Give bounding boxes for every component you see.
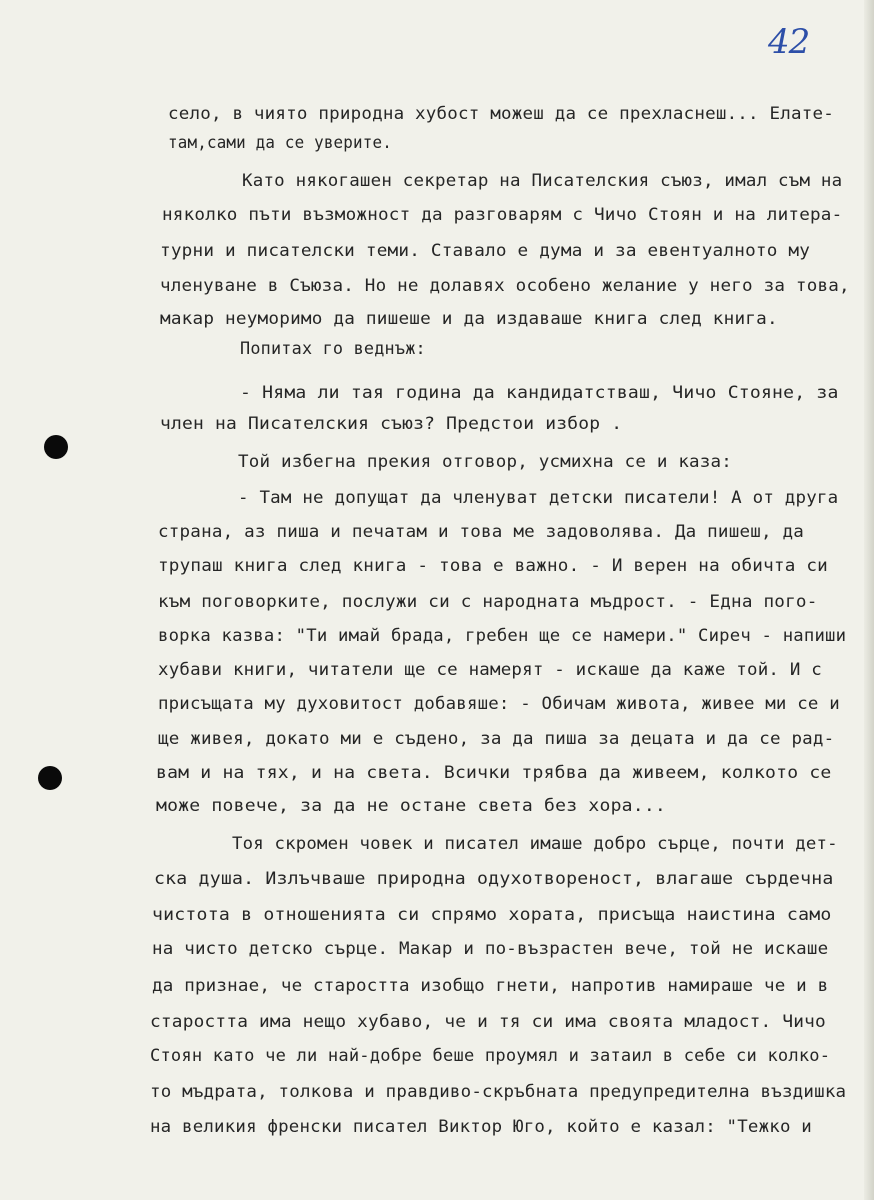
text-line: село, в чиято природна хубост можеш да се прехласнеш... Елате- bbox=[168, 104, 834, 124]
text-line: Попитах го веднъж: bbox=[240, 339, 426, 359]
binder-hole-bottom bbox=[38, 766, 62, 790]
text-line: на великия френски писател Виктор Юго, който е казал: "Тежко и bbox=[150, 1117, 812, 1137]
text-line: старостта има нещо хубаво, че и тя си има своята младост. Чичо bbox=[150, 1012, 826, 1032]
text-line: там,сами да се уверите. bbox=[168, 133, 393, 153]
text-line: може повече, за да не остане света без хора... bbox=[156, 796, 667, 816]
text-line: на чисто детско сърце. Макар и по-възрастен вече, той не искаше bbox=[152, 939, 829, 959]
text-line: страна, аз пиша и печатам и това ме задоволява. Да пишеш, да bbox=[158, 522, 805, 542]
text-line: - Там не допущат да членуват детски писатели! А от друга bbox=[238, 488, 839, 508]
text-line: вам и на тях, и на света. Всички трябва да живеем, колкото се bbox=[156, 763, 832, 783]
text-line: турни и писателски теми. Ставало е дума и за евентуалното му bbox=[160, 241, 811, 261]
text-line: макар неуморимо да пишеше и да издаваше книга след книга. bbox=[160, 309, 778, 329]
text-line: членуване в Съюза. Но не долавях особено желание у него за това, bbox=[160, 276, 850, 296]
text-line: към поговорките, послужи си с народната мъдрост. - Една пого- bbox=[158, 592, 818, 612]
text-line: ска душа. Излъчваше природна одухотвореност, влагаше сърдечна bbox=[154, 869, 834, 889]
text-line: хубави книги, читатели ще се намерят - искаше да каже той. И с bbox=[158, 660, 822, 680]
text-line: трупаш книга след книга - това е важно. - И верен на обичта си bbox=[158, 556, 828, 576]
page-edge-shadow bbox=[864, 0, 874, 1200]
text-line: член на Писателския съюз? Предстои избор . bbox=[160, 414, 623, 434]
text-line: то мъдрата, толкова и правдиво-скръбната предупредителна въздишка bbox=[150, 1082, 847, 1102]
text-line: да признае, че старостта изобщо гнети, напротив намираше че и в bbox=[152, 976, 829, 996]
text-line: - Няма ли тая година да кандидатстваш, Чичо Стояне, за bbox=[240, 383, 839, 403]
text-line: ще живея, докато ми е съдено, за да пиша за децата и да се рад- bbox=[158, 729, 835, 749]
text-line: Като някогашен секретар на Писателския съюз, имал съм на bbox=[242, 171, 843, 191]
text-line: няколко пъти възможност да разговарям с Чичо Стоян и на литера- bbox=[162, 205, 843, 225]
text-line: Тоя скромен човек и писател имаше добро сърце, почти дет- bbox=[232, 834, 838, 854]
text-line: присъщата му духовитост добавяше: - Обичам живота, живее ми се и bbox=[158, 694, 840, 714]
text-line: ворка казва: "Ти имай брада, гребен ще се намери." Сиреч - напиши bbox=[158, 626, 847, 646]
binder-hole-top bbox=[44, 435, 68, 459]
text-line: Стоян като че ли най-добре беше проумял и затаил в себе си колко- bbox=[150, 1046, 831, 1066]
text-line: Той избегна прекия отговор, усмихна се и каза: bbox=[238, 452, 733, 472]
text-line: чистота в отношенията си спрямо хората, присъща наистина само bbox=[152, 905, 832, 925]
page-number: 42 bbox=[768, 22, 810, 62]
